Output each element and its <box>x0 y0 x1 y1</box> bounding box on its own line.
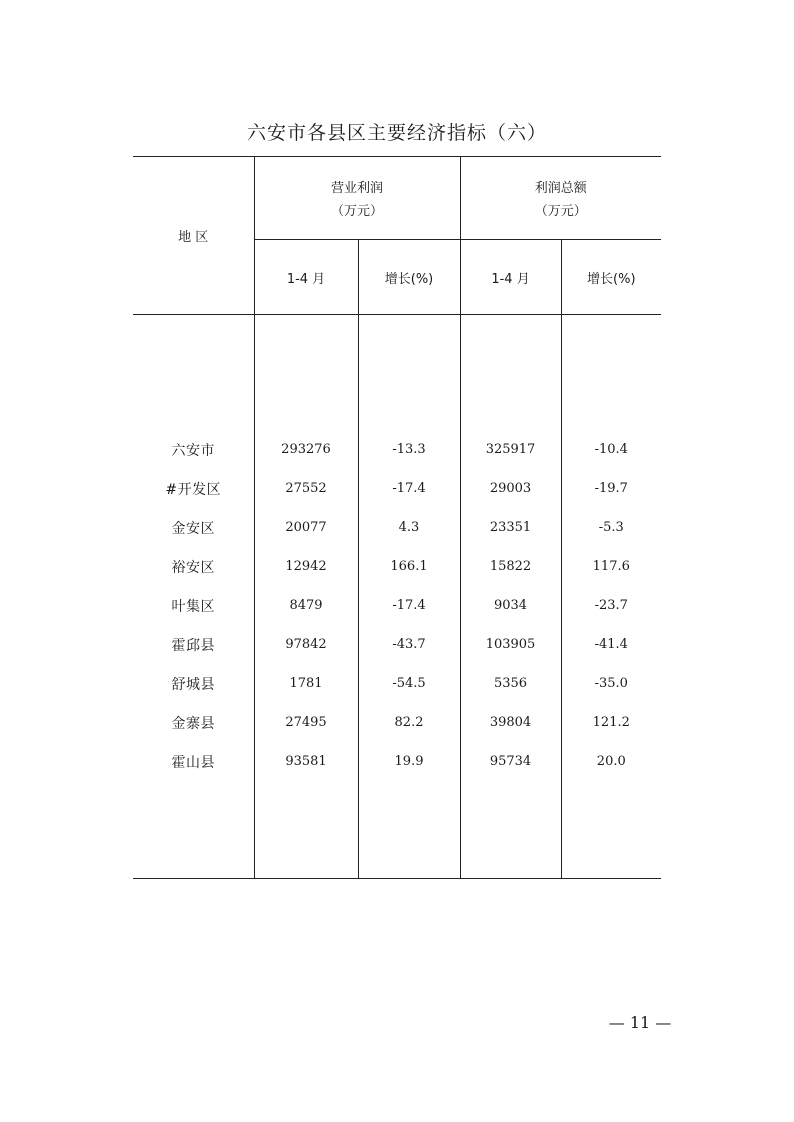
region-cell: 叶集区 <box>171 598 215 615</box>
page-number: — 11 — <box>608 1013 672 1032</box>
total-growth-cell: -10.4 <box>561 430 661 469</box>
op-profit-cell: 27495 <box>254 703 358 742</box>
total-profit-label: 利润总额 <box>534 181 587 196</box>
op-profit-cell: 93581 <box>254 742 358 781</box>
region-cell: 霍邱县 <box>171 637 215 654</box>
op-growth-cell: -13.3 <box>358 430 460 469</box>
region-header: 地 区 <box>133 157 254 315</box>
op-growth-cell: 19.9 <box>358 742 460 781</box>
total-profit-cell: 39804 <box>460 703 561 742</box>
total-profit-cell: 29003 <box>460 469 561 508</box>
table-row <box>133 469 661 508</box>
op-profit-cell: 27552 <box>254 469 358 508</box>
region-cell: 舒城县 <box>171 676 215 693</box>
total-growth-cell: -19.7 <box>561 469 661 508</box>
op-growth-header: 增长(%) <box>358 240 460 315</box>
table-row <box>133 508 661 547</box>
total-growth-header: 增长(%) <box>561 240 661 315</box>
total-profit-header <box>460 157 661 240</box>
op-growth-cell: -43.7 <box>358 625 460 664</box>
total-profit-cell: 325917 <box>460 430 561 469</box>
total-growth-cell: -41.4 <box>561 625 661 664</box>
total-growth-cell: 20.0 <box>561 742 661 781</box>
total-profit-cell: 23351 <box>460 508 561 547</box>
total-period-header: 1-4 月 <box>460 240 561 315</box>
total-growth-cell: 121.2 <box>561 703 661 742</box>
total-growth-cell: -23.7 <box>561 586 661 625</box>
region-cell: 裕安区 <box>171 559 215 576</box>
op-growth-cell: -54.5 <box>358 664 460 703</box>
total-profit-cell: 95734 <box>460 742 561 781</box>
economic-indicators-table <box>133 156 661 879</box>
op-profit-cell: 8479 <box>254 586 358 625</box>
total-growth-cell: 117.6 <box>561 547 661 586</box>
operating-profit-label: 营业利润 <box>331 181 384 196</box>
region-cell: 金寨县 <box>171 715 215 732</box>
table-row <box>133 742 661 781</box>
table-row <box>133 586 661 625</box>
total-profit-cell: 15822 <box>460 547 561 586</box>
table-row <box>133 547 661 586</box>
total-profit-cell: 103905 <box>460 625 561 664</box>
op-profit-cell: 20077 <box>254 508 358 547</box>
table-row <box>133 430 661 469</box>
op-period-header: 1-4 月 <box>254 240 358 315</box>
region-cell: 霍山县 <box>171 754 215 771</box>
region-cell: #开发区 <box>165 481 222 498</box>
op-growth-cell: 82.2 <box>358 703 460 742</box>
op-growth-cell: 4.3 <box>358 508 460 547</box>
op-profit-cell: 1781 <box>254 664 358 703</box>
total-profit-cell: 9034 <box>460 586 561 625</box>
table-row <box>133 703 661 742</box>
op-profit-cell: 293276 <box>254 430 358 469</box>
total-growth-cell: -5.3 <box>561 508 661 547</box>
op-growth-cell: 166.1 <box>358 547 460 586</box>
region-cell: 金安区 <box>171 520 215 537</box>
operating-profit-header <box>254 157 460 240</box>
op-growth-cell: -17.4 <box>358 586 460 625</box>
table-row <box>133 625 661 664</box>
total-growth-cell: -35.0 <box>561 664 661 703</box>
total-profit-cell: 5356 <box>460 664 561 703</box>
table-row <box>133 664 661 703</box>
region-cell: 六安市 <box>171 442 215 459</box>
page-title: 六安市各县区主要经济指标（六） <box>246 122 547 144</box>
op-profit-cell: 12942 <box>254 547 358 586</box>
operating-profit-unit: （万元） <box>331 204 384 219</box>
op-growth-cell: -17.4 <box>358 469 460 508</box>
total-profit-unit: （万元） <box>534 204 587 219</box>
op-profit-cell: 97842 <box>254 625 358 664</box>
